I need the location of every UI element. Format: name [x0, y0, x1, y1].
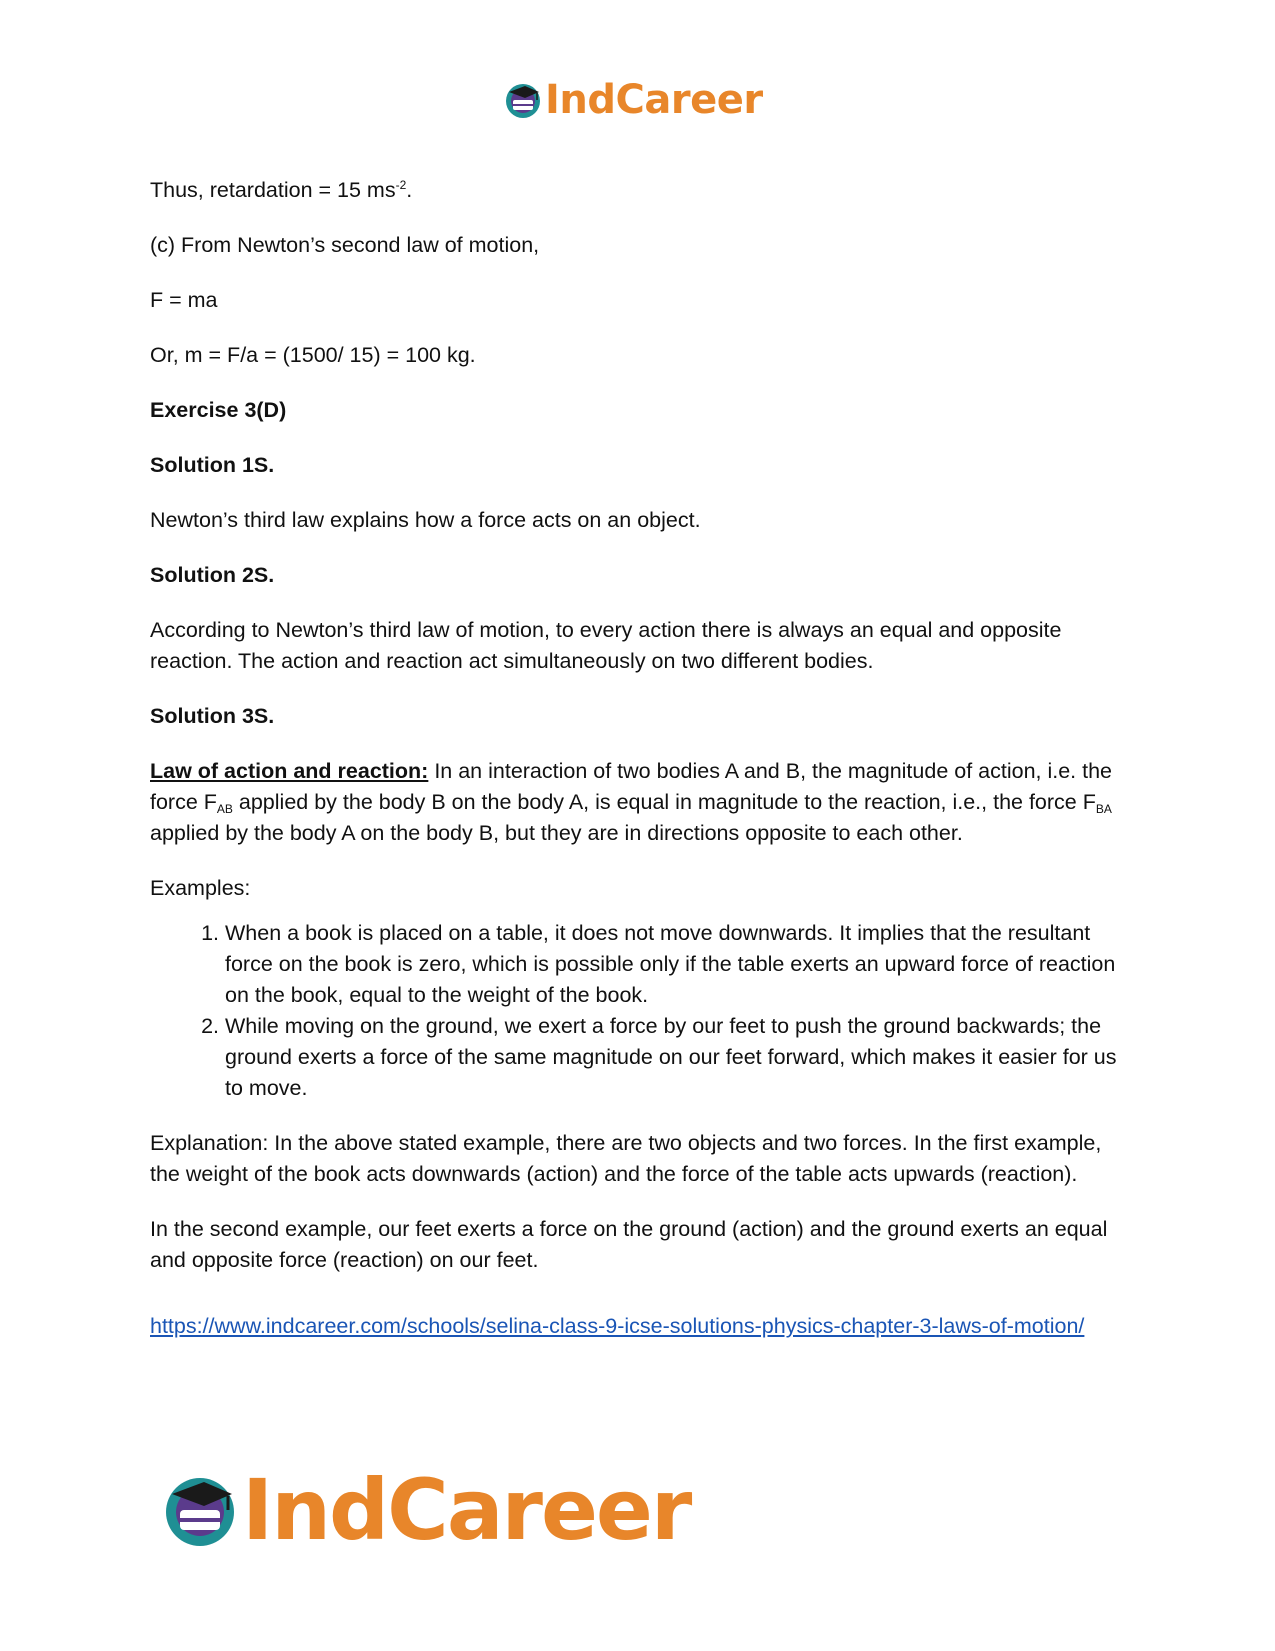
- solution-1-title: Solution 1S.: [150, 453, 275, 477]
- examples-list: [150, 918, 1130, 1104]
- law-heading: Law of action and reaction:: [150, 759, 429, 783]
- subscript-ab: AB: [216, 802, 233, 816]
- graduation-cap-icon: [503, 80, 543, 120]
- exponent: -2: [395, 178, 407, 192]
- footer-logo: [160, 1461, 691, 1559]
- solution-2-title: Solution 2S.: [150, 563, 275, 587]
- solution-3-title: Solution 3S.: [150, 704, 275, 728]
- retardation-suffix: .: [406, 178, 413, 202]
- explanation-paragraph: Explanation: In the above stated example, there are two objects and two forces. In the first example, the weight of the book acts downwards (action) and the force of the table acts upwards (reaction).: [150, 1131, 1102, 1186]
- solution-2-text: According to Newton’s third law of motion, to every action there is always an equal and opposite reaction. The action and reaction act simultaneously on two different bodies.: [150, 618, 1062, 673]
- brand-name: IndCareer: [242, 1461, 691, 1559]
- list-item: 1. When a book is placed on a table, it does not move downwards. It implies that the resultant force on the book is zero, which is possible only if the table exerts an upward force of reaction on the book, equal to the weight of the book.: [225, 918, 1130, 1011]
- solution-1-text: Newton’s third law explains how a force acts on an object.: [150, 508, 701, 532]
- mass-calculation-line: Or, m = F/a = (1500/ 15) = 100 kg.: [150, 343, 476, 367]
- source-link[interactable]: https://www.indcareer.com/schools/selina-class-9-icse-solutions-physics-chapter-3-laws-of-motion/: [150, 1314, 1085, 1338]
- subscript-ba: BA: [1095, 802, 1112, 816]
- retardation-line: [150, 175, 1130, 206]
- examples-label: Examples:: [150, 876, 251, 900]
- law-text-3: applied by the body A on the body B, but they are in directions opposite to each other.: [150, 821, 963, 845]
- law-text-2: applied by the body B on the body A, is equal in magnitude to the reaction, i.e., the force F: [232, 790, 1096, 814]
- brand-name: IndCareer: [545, 77, 763, 123]
- second-example-paragraph: In the second example, our feet exerts a force on the ground (action) and the ground exerts an equal and opposite force (reaction) on our feet.: [150, 1217, 1108, 1272]
- exercise-heading: Exercise 3(D): [150, 398, 287, 422]
- law-paragraph: [150, 756, 1130, 849]
- list-item: 2. While moving on the ground, we exert a force by our feet to push the ground backwards; the ground exerts a force of the same magnitude on our feet forward, which makes it easier for us to move.: [225, 1011, 1130, 1104]
- newton-second-law-line: (c) From Newton’s second law of motion,: [150, 233, 540, 257]
- header-logo: [503, 77, 763, 123]
- document-body: [150, 175, 1130, 1344]
- retardation-text: Thus, retardation = 15 ms: [150, 178, 396, 202]
- law-text-1: In an interaction of two bodies A and B, the magnitude of action, i.e. the force F: [150, 759, 1113, 814]
- graduation-cap-icon: [160, 1470, 240, 1550]
- formula-line: F = ma: [150, 288, 218, 312]
